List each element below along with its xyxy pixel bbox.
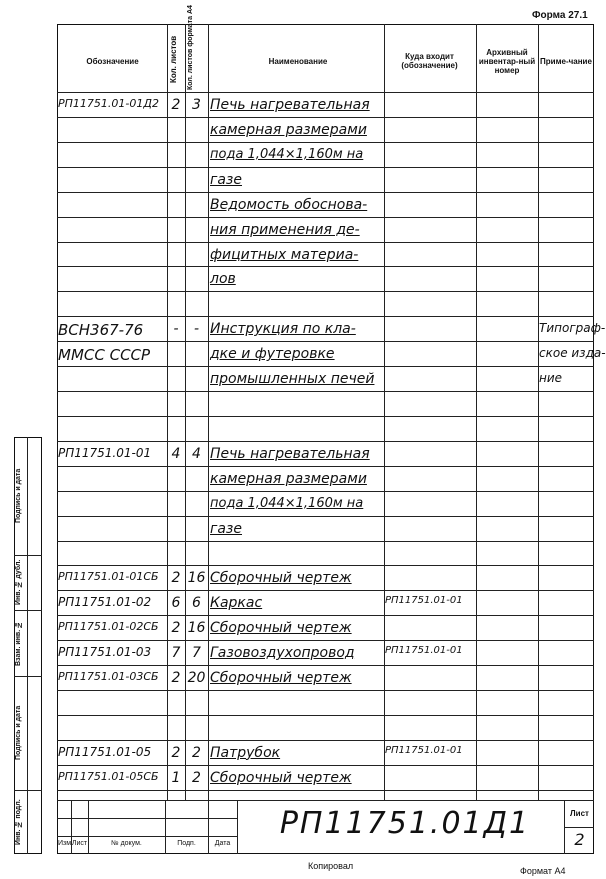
cell-sheets: 1 — [171, 769, 181, 786]
row-divider — [57, 167, 594, 168]
cell-sheets: 4 — [171, 445, 181, 462]
row-divider — [57, 740, 594, 741]
col-header-a4: Кол. листов формата А4 — [187, 5, 194, 90]
cell-name: фицитных материа- — [210, 246, 359, 263]
column-divider — [538, 24, 539, 800]
sheet-number: 2 — [574, 830, 585, 849]
cell-sheets: 2 — [171, 670, 181, 687]
cell-name: Печь нагревательная — [210, 97, 370, 113]
cell-designation: РП11751.01-05 — [58, 744, 152, 759]
cell-name: Патрубок — [210, 744, 281, 761]
label-sign-date-2: Подпись и дата — [15, 468, 22, 524]
cell-name: Печь нагревательная — [210, 445, 370, 462]
cell-sheets: 2 — [171, 744, 181, 761]
label-inv-orig: Инв. № подл. — [15, 799, 22, 845]
cell-sheets: 2 — [171, 97, 181, 113]
row-divider — [57, 366, 594, 367]
row-divider — [57, 316, 594, 317]
cell-name: промышленных печей — [210, 371, 375, 388]
cell-designation: РП11751.01-03 — [58, 645, 152, 660]
cell-designation: РП11751.01-03СБ — [58, 670, 159, 684]
cell-sheets: 6 — [171, 595, 181, 612]
footer-format: Формат А4 — [520, 866, 566, 876]
cell-name: камерная размерами — [210, 470, 367, 487]
tb-list: Лист — [71, 840, 88, 847]
col-header-archive: Архивный инвентар-ный номер — [478, 47, 536, 75]
row-divider — [57, 192, 594, 193]
cell-note: ское изда- — [539, 346, 606, 361]
row-divider — [57, 341, 594, 342]
row-divider — [57, 565, 594, 566]
cell-name: Сборочный чертеж — [210, 570, 352, 587]
cell-name: пода 1,044×1,160м на — [210, 495, 364, 511]
col-header-name: Наименование — [268, 56, 328, 66]
cell-name: Каркас — [210, 595, 263, 612]
cell-sheets: 7 — [171, 645, 181, 662]
cell-note: ние — [539, 371, 563, 386]
cell-a4: 6 — [192, 595, 201, 612]
row-divider — [57, 790, 594, 791]
cell-name: газе — [210, 171, 242, 188]
col-header-note: Приме-чание — [540, 56, 592, 66]
row-divider — [57, 715, 594, 716]
cell-name: дке и футеровке — [210, 346, 335, 363]
row-divider — [57, 491, 594, 492]
cell-name: Сборочный чертеж — [210, 670, 352, 687]
row-divider — [57, 217, 594, 218]
label-inv-dubl: Инв. № дубл. — [15, 559, 22, 606]
row-divider — [57, 590, 594, 591]
cell-designation: РП11751.01-01Д2 — [58, 97, 159, 110]
row-divider — [57, 117, 594, 118]
cell-name: Газовоздухопровод — [210, 645, 355, 662]
cell-name: ния применения де- — [210, 221, 360, 238]
cell-where-used: РП11751.01-01 — [385, 744, 463, 756]
cell-designation: РП11751.01-02 — [58, 595, 152, 610]
row-divider — [57, 242, 594, 243]
row-divider — [57, 142, 594, 143]
tb-izm: Изм — [57, 840, 72, 847]
cell-note: Типограф- — [539, 321, 606, 336]
cell-designation: РП11751.01-01СБ — [58, 570, 159, 584]
header-divider — [57, 92, 594, 93]
cell-sheets: - — [173, 321, 179, 338]
cell-designation: ММСС СССР — [58, 346, 151, 365]
col-header-designation: Обозначение — [86, 56, 139, 66]
cell-where-used: РП11751.01-01 — [385, 645, 463, 657]
col-header-where-used: Куда входит (обозначение) — [401, 52, 458, 70]
row-divider — [57, 416, 594, 417]
cell-where-used: РП11751.01-01 — [385, 595, 463, 607]
tb-podp: Подп. — [177, 840, 196, 847]
cell-name: пода 1,044×1,160м на — [210, 146, 364, 162]
row-divider — [57, 640, 594, 641]
row-divider — [57, 266, 594, 267]
cell-name: Инструкция по кла- — [210, 321, 356, 338]
cell-a4: 7 — [192, 645, 201, 662]
row-divider — [57, 291, 594, 292]
cell-designation: РП11751.01-01 — [58, 445, 152, 460]
label-sign-date-1: Подпись и дата — [15, 705, 22, 761]
row-divider — [57, 765, 594, 766]
column-divider — [208, 24, 209, 800]
document-designation: РП11751.01Д1 — [279, 806, 531, 841]
row-divider — [57, 441, 594, 442]
form-label: Форма 27.1 — [532, 10, 588, 21]
cell-a4: 2 — [192, 744, 201, 761]
cell-sheets: 2 — [171, 570, 181, 587]
tb-date: Дата — [214, 840, 231, 847]
cell-designation: РП11751.01-05СБ — [58, 769, 159, 783]
column-divider — [476, 24, 477, 800]
row-divider — [57, 615, 594, 616]
cell-name: Ведомость обоснова- — [210, 196, 368, 213]
row-divider — [57, 541, 594, 542]
tb-doc: № докум. — [111, 840, 142, 847]
row-divider — [57, 391, 594, 392]
tb-sheet-label: Лист — [570, 809, 589, 818]
cell-a4: 4 — [192, 445, 201, 462]
cell-designation: ВСН367-76 — [58, 321, 144, 340]
cell-name: Сборочный чертеж — [210, 620, 352, 637]
cell-a4: 3 — [192, 97, 201, 113]
label-vzam: Взам. инв. № — [15, 620, 22, 666]
footer-copied: Копировал — [308, 861, 354, 871]
row-divider — [57, 665, 594, 666]
row-divider — [57, 690, 594, 691]
cell-a4: 20 — [187, 670, 206, 687]
cell-a4: - — [193, 321, 200, 338]
row-divider — [57, 466, 594, 467]
cell-a4: 2 — [192, 769, 201, 786]
col-header-sheets: Кол. листов — [169, 35, 178, 83]
cell-a4: 16 — [187, 620, 206, 637]
row-divider — [57, 516, 594, 517]
cell-name: лов — [210, 271, 236, 288]
cell-a4: 16 — [187, 570, 206, 587]
cell-name: камерная размерами — [210, 121, 367, 138]
cell-designation: РП11751.01-02СБ — [58, 620, 159, 634]
cell-name: газе — [210, 520, 242, 537]
cell-name: Сборочный чертеж — [210, 769, 352, 786]
cell-sheets: 2 — [171, 620, 181, 637]
